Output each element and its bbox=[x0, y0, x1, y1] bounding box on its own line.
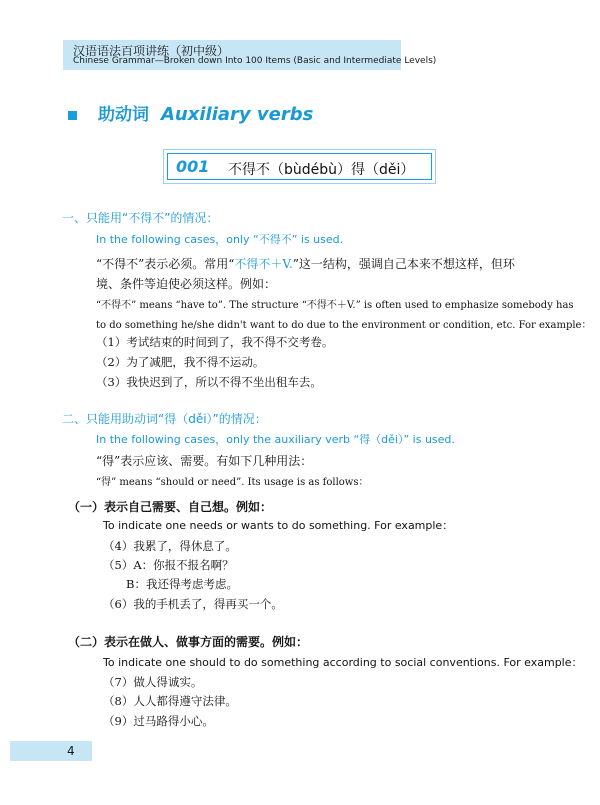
page-number: 4 bbox=[67, 744, 75, 758]
part1-desc-en-line1: “不得不” means “have to”. The structure “不得不＋V.” is often used to emphasize somebody has bbox=[96, 300, 574, 311]
part1-heading-en: In the following cases，only “不得不” is used. bbox=[96, 233, 344, 246]
example-item: （7）做人得诚实。 bbox=[103, 675, 203, 689]
part1-desc-zh-c: ”这一结构，强调自己本来不想这样，但环 bbox=[292, 257, 515, 271]
header-title-zh: 汉语语法百项讲练（初中级） bbox=[73, 44, 230, 58]
part2-desc-en: “得” means “should or need”. Its usage is as follows： bbox=[96, 477, 369, 488]
sub2-heading-en: To indicate one should to do something according to social conventions. For example： bbox=[103, 656, 583, 669]
example-item: （5）A：你报不报名啊？ bbox=[103, 558, 234, 572]
part1-desc-zh-line2: 境、条件等迫使必须这样。例如： bbox=[96, 277, 277, 291]
part1-desc-zh-a: “不得不”表示必须。常用“ bbox=[96, 257, 235, 271]
part1-heading-zh: 一、只能用“不得不”的情况： bbox=[62, 211, 219, 225]
page-number-bar bbox=[10, 741, 92, 761]
header-title-en: Chinese Grammar—Broken down Into 100 Items (Basic and Intermediate Levels) bbox=[73, 56, 437, 66]
sub2-heading-zh: （二）表示在做人、做事方面的需要。例如： bbox=[68, 635, 309, 649]
sub1-heading-zh: （一）表示自己需要、自己想。例如： bbox=[68, 500, 273, 514]
part2-heading-en: In the following cases，only the auxiliary verb “得（děi）” is used. bbox=[96, 433, 455, 446]
section-title-zh: 助动词 bbox=[98, 105, 149, 125]
example-item: B：我还得考虑考虑。 bbox=[126, 577, 238, 591]
part2-heading-zh: 二、只能用助动词“得（děi）”的情况： bbox=[62, 412, 267, 426]
example-item: （6）我的手机丢了，得再买一个。 bbox=[103, 597, 283, 611]
page-header bbox=[63, 40, 437, 70]
part1-desc-en-line2: to do something he/she didn't want to do due to the environment or condition, etc. For example： bbox=[96, 320, 592, 331]
part1-desc-zh-line1 bbox=[96, 255, 515, 272]
lesson-number: 001 bbox=[176, 157, 210, 176]
example-item: （1）考试结束的时间到了，我不得不交考卷。 bbox=[96, 335, 334, 349]
part2-desc-zh: “得”表示应该、需要。有如下几种用法： bbox=[96, 454, 313, 468]
example-item: （8）人人都得遵守法律。 bbox=[103, 694, 237, 708]
part1-desc-zh-structure: 不得不＋V. bbox=[234, 257, 293, 271]
example-item: （2）为了减肥，我不得不运动。 bbox=[96, 355, 265, 369]
example-item: （3）我快迟到了，所以不得不坐出租车去。 bbox=[96, 375, 322, 389]
section-title-en: Auxiliary verbs bbox=[161, 104, 314, 125]
example-item: （9）过马路得小心。 bbox=[103, 714, 214, 728]
section-title bbox=[98, 100, 313, 125]
lesson-title: 不得不（bùdébù）得（děi） bbox=[228, 162, 415, 178]
sub1-heading-en: To indicate one needs or wants to do something. For example： bbox=[103, 519, 454, 532]
example-item: （4）我累了，得休息了。 bbox=[103, 539, 237, 553]
lesson-title-box bbox=[163, 149, 436, 184]
section-bullet-icon bbox=[68, 111, 77, 120]
